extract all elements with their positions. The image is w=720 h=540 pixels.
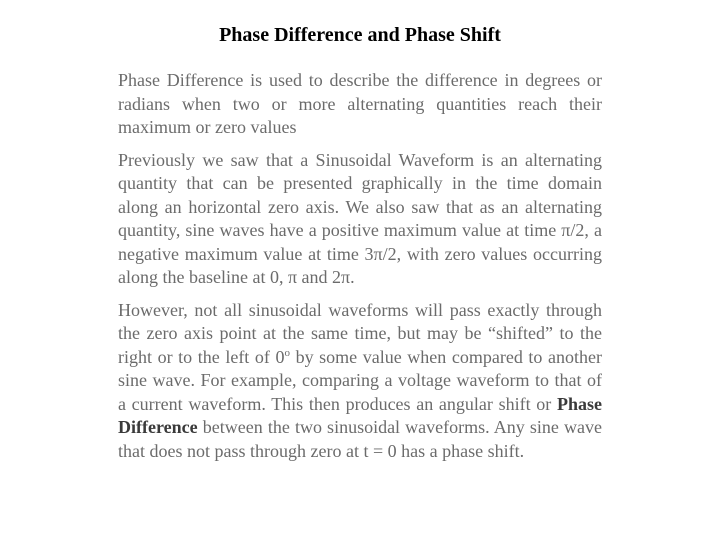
paragraph-phase-difference-definition: Phase Difference is used to describe the difference in degrees or radians when two or more alternating quantities reach their maximum or zero values: [118, 70, 602, 137]
phase-difference-emphasis: Phase Difference: [118, 393, 602, 437]
slide-body: [118, 69, 602, 472]
slide-title: Phase Difference and Phase Shift: [219, 24, 501, 46]
paragraph-phase-shift-part1: However, not all sinusoidal waveforms will pass exactly through the zero axis point at the same time, but may be “shifted” to the right or to the left of 0: [118, 299, 602, 367]
paragraph-sinusoidal-waveform: Previously we saw that a Sinusoidal Waveform is an alternating quantity that can be presented graphically in the time domain along an horizontal zero axis. We also saw that as an alternating quantity, sine waves have a positive maximum value at time π/2, a negative maximum value at time 3π/2, with zero values occurring along the baseline at 0, π and 2π.: [118, 149, 602, 287]
paragraph-phase-shift-part3: between the two sinusoidal waveforms. Any sine wave that does not pass through zero at t = 0 has a phase shift.: [118, 417, 602, 461]
paragraph-phase-shift: [118, 299, 602, 464]
degree-superscript: o: [284, 346, 290, 359]
paragraph-phase-shift-part2: by some value when compared to another sine wave. For example, comparing a voltage waveform to that of a current waveform. This then produces an angular shift or: [118, 346, 602, 414]
